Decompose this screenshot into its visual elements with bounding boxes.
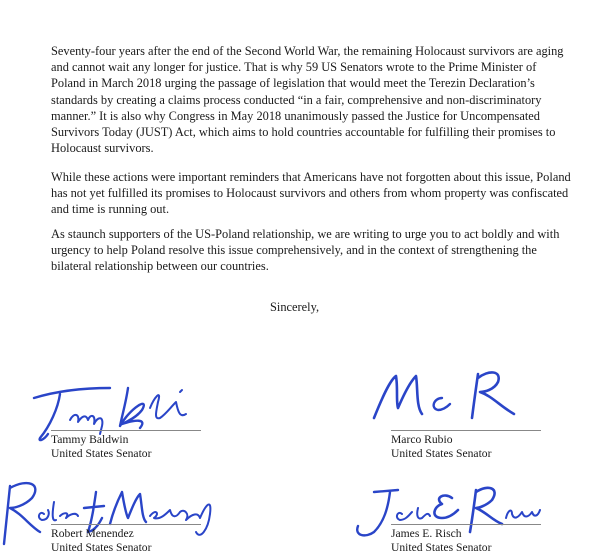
signatory-title: United States Senator — [391, 447, 492, 460]
letter-paragraph-2: While these actions were important reminders that Americans have not forgotten about this issue, Poland has not yet fulfilled its promises to Holocaust survivors and others from whom property was confiscated and time is running out. — [51, 170, 571, 217]
signature-line — [391, 524, 541, 525]
signature-line — [51, 430, 201, 431]
signatory-name: James E. Risch — [391, 527, 462, 540]
signatory-block-baldwin — [51, 430, 201, 461]
signature-line — [51, 524, 201, 525]
signatory-block-menendez — [51, 524, 201, 555]
signatory-title: United States Senator — [51, 541, 152, 554]
signatory-title: United States Senator — [391, 541, 492, 554]
signatory-block-risch — [391, 524, 541, 555]
signatory-block-rubio — [391, 430, 541, 461]
signatory-name: Tammy Baldwin — [51, 433, 129, 446]
signatory-name: Marco Rubio — [391, 433, 453, 446]
signatory-name: Robert Menendez — [51, 527, 134, 540]
letter-paragraph-3: As staunch supporters of the US-Poland relationship, we are writing to urge you to act boldly and with urgency to help Poland resolve this issue comprehensively, and in the context of strengthening the bilateral relationship between our countries. — [51, 227, 560, 274]
signature-line — [391, 430, 541, 431]
letter-paragraph-1: Seventy-four years after the end of the Second World War, the remaining Holocaust survivors are aging and cannot wait any longer for justice. That is why 59 US Senators wrote to the Prime Minister of Poland in March 2018 urging the passage of legislation that would meet the Terezin Declaration’s standards by creating a claims process conducted “in a fair, comprehensive and non-discriminatory manner.” It is also why Congress in May 2018 unanimously passed the Justice for Uncompensated Survivors Today (JUST) Act, which aims to hold countries accountable for fulfilling their promises to Holocaust survivors. — [51, 44, 564, 156]
closing-salutation: Sincerely, — [270, 300, 320, 314]
signatory-title: United States Senator — [51, 447, 152, 460]
signature-rubio — [368, 358, 538, 438]
